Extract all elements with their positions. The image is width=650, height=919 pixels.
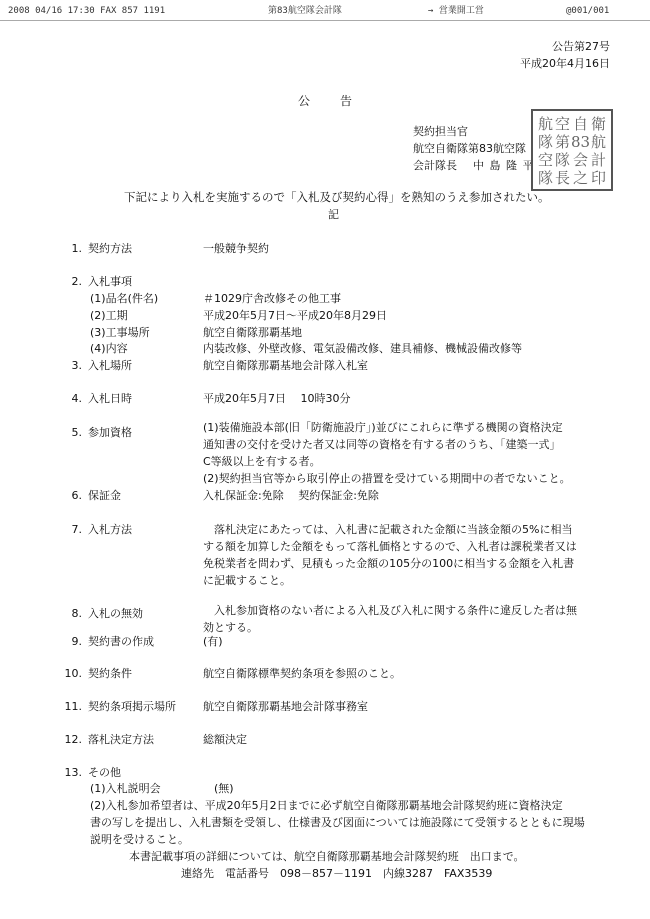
item-line: (1)装備施設本部(旧「防衛施設庁」)並びにこれらに準ずる機関の資格決定 — [203, 421, 563, 434]
item-line: 書の写しを提出し、入札書類を受領し、仕様書及び図面については施設隊にて受領するとともに現場 — [90, 816, 585, 829]
seal-character: 隊 — [537, 169, 553, 187]
item-label: 入札方法 — [88, 523, 132, 536]
item-value: 平成20年5月7日 10時30分 — [203, 392, 351, 405]
item-value: 航空自衛隊標準契約条項を参照のこと。 — [203, 667, 401, 680]
item-number: 13. — [64, 766, 82, 779]
item-number: 12. — [64, 733, 82, 746]
intro-text: 下記により入札を実施するので「入札及び契約心得」を熟知のうえ参加されたい。 — [124, 190, 550, 204]
notice-number: 公告第27号 — [552, 40, 610, 53]
issuer-name: 中 島 隆 平 — [473, 159, 535, 172]
fax-page: @001/001 — [566, 6, 610, 16]
item-line: 入札参加資格のない者による入札及び入札に関する条件に違反した者は無 — [203, 604, 577, 617]
sub-value: 平成20年5月7日～平成20年8月29日 — [203, 309, 387, 322]
sub-label: (4)内容 — [90, 342, 128, 355]
issuer-role: 会計隊長 — [413, 159, 457, 172]
item-line: 効とする。 — [203, 621, 258, 634]
item-label: 落札決定方法 — [88, 733, 154, 746]
item-label: 契約条項掲示場所 — [88, 700, 176, 713]
issuer-unit: 航空自衛隊第83航空隊 — [413, 142, 526, 155]
item-label: 入札場所 — [88, 359, 132, 372]
item-label: 保証金 — [88, 489, 121, 502]
official-seal — [531, 109, 613, 191]
seal-character: 計 — [591, 151, 607, 169]
item-label: 契約書の作成 — [88, 635, 154, 648]
item-number: 7. — [71, 523, 82, 536]
seal-character: 長 — [554, 169, 570, 187]
sub-value: 内装改修、外壁改修、電気設備改修、建具補修、機械設備改修等 — [203, 342, 522, 355]
sub-label: (1)入札説明会 — [90, 782, 161, 795]
item-label: 参加資格 — [88, 426, 132, 439]
item-line: する額を加算した金額をもって落札価格とするので、入札者は課税業者又は — [203, 540, 577, 553]
seal-character: 航 — [537, 115, 553, 133]
seal-character: 之 — [572, 169, 588, 187]
item-number: 4. — [71, 392, 82, 405]
ki-heading: 記 — [328, 208, 339, 221]
item-line: (2)入札参加希望者は、平成20年5月2日までに必ず航空自衛隊那覇基地会計隊契約班に資格決定 — [90, 799, 563, 812]
sub-label: (2)工期 — [90, 309, 128, 322]
item-number: 8. — [71, 607, 82, 620]
fax-header-divider — [0, 20, 650, 21]
item-number: 5. — [71, 426, 82, 439]
seal-character: 83 — [570, 133, 591, 151]
item-number: 6. — [71, 489, 82, 502]
item-label: その他 — [88, 766, 121, 779]
item-line: 落札決定にあたっては、入札書に記載された金額に当該金額の5%に相当 — [203, 523, 573, 536]
item-label: 契約条件 — [88, 667, 132, 680]
seal-character: 衛 — [591, 115, 607, 133]
item-number: 11. — [64, 700, 82, 713]
item-label: 契約方法 — [88, 242, 132, 255]
item-label: 入札事項 — [88, 275, 132, 288]
fax-datetime: 2008 04/16 17:30 FAX 857 1191 — [8, 6, 166, 16]
item-number: 9. — [71, 635, 82, 648]
seal-character: 印 — [591, 169, 607, 187]
item-number: 2. — [71, 275, 82, 288]
notice-date: 平成20年4月16日 — [520, 57, 610, 70]
item-value: 航空自衛隊那覇基地会計隊事務室 — [203, 700, 368, 713]
item-line: 説明を受けること。 — [90, 833, 189, 846]
item-value: 入札保証金:免除 契約保証金:免除 — [203, 489, 379, 502]
item-value: 一般競争契約 — [203, 242, 269, 255]
page-title: 公 告 — [298, 94, 355, 108]
footer-phone: 連絡先 電話番号 098－857－1191 内線3287 FAX3539 — [181, 867, 493, 880]
item-value: (有) — [203, 635, 223, 648]
fax-sender: 第83航空隊会計隊 — [268, 6, 342, 16]
sub-label: (1)品名(件名) — [90, 292, 159, 305]
item-label: 入札の無効 — [88, 607, 143, 620]
seal-character: 空 — [554, 115, 570, 133]
sub-value: 航空自衛隊那覇基地 — [203, 326, 302, 339]
seal-character: 航 — [591, 133, 607, 151]
seal-character: 隊 — [537, 133, 553, 151]
item-line: C等級以上を有する者。 — [203, 455, 321, 468]
item-value: 総額決定 — [203, 733, 247, 746]
seal-character: 隊 — [554, 151, 570, 169]
sub-value: ＃1029庁舎改修その他工事 — [203, 292, 341, 305]
footer-contact-note: 本書記載事項の詳細については、航空自衛隊那覇基地会計隊契約班 出口まで。 — [129, 850, 525, 863]
seal-character: 会 — [572, 151, 588, 169]
item-label: 入札日時 — [88, 392, 132, 405]
sub-value: (無) — [214, 782, 234, 795]
seal-character: 空 — [537, 151, 553, 169]
item-line: に記載すること。 — [203, 574, 291, 587]
seal-character: 第 — [554, 133, 570, 151]
item-number: 1. — [71, 242, 82, 255]
item-number: 10. — [64, 667, 82, 680]
item-line: (2)契約担当官等から取引停止の措置を受けている期間中の者でないこと。 — [203, 472, 571, 485]
seal-character: 自 — [572, 115, 588, 133]
item-line: 通知書の交付を受けた者又は同等の資格を有する者のうち、「建築一式」 — [203, 438, 561, 451]
item-line: 免税業者を問わず、見積もった金額の105分の100に相当する金額を入札書 — [203, 557, 575, 570]
item-value: 航空自衛隊那覇基地会計隊入札室 — [203, 359, 368, 372]
issuer-title: 契約担当官 — [413, 125, 468, 138]
sub-label: (3)工事場所 — [90, 326, 150, 339]
fax-recipient: → 営業開工営 — [428, 6, 484, 16]
item-number: 3. — [71, 359, 82, 372]
